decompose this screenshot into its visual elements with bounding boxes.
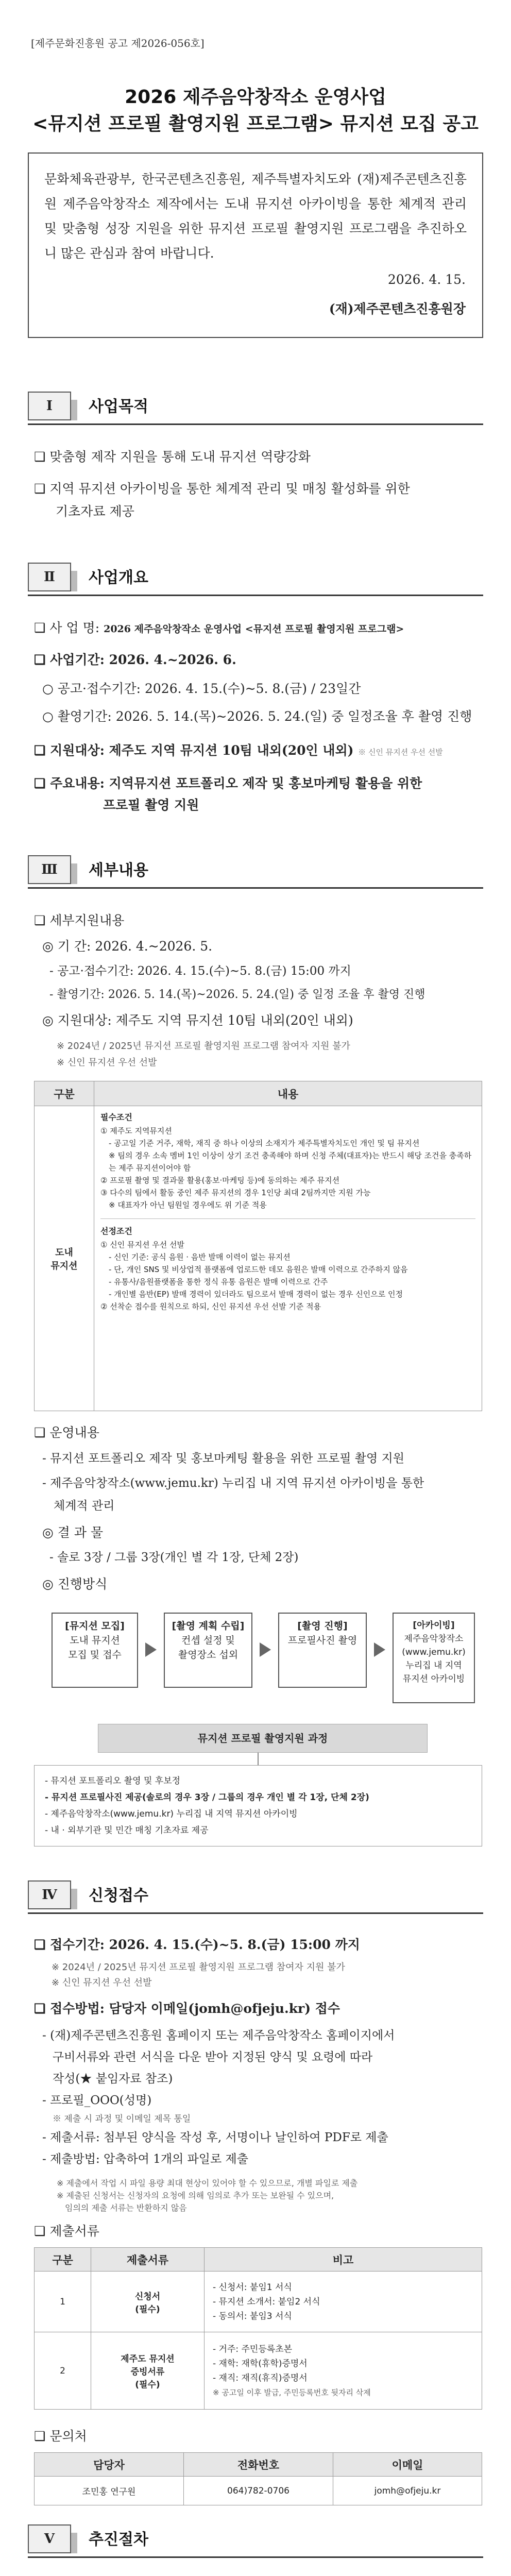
section-header-apply	[28, 1880, 483, 1914]
eligibility-item: ① 제주도 지역뮤지션	[100, 1126, 172, 1136]
overview-content-continued: 프로필 촬영 지원	[103, 798, 199, 812]
flow-step-plan	[164, 1613, 252, 1688]
overview-notice-period: ○ 공고·접수기간: 2026. 4. 15.(수)~5. 8.(금) / 23일간	[42, 681, 361, 696]
selection-item: - 개인별 음반(EP) 발매 경력이 있더라도 팀으로서 발매 경력이 없는 경우 신인으로 인정	[109, 1290, 403, 1299]
document-number: [제주문화진흥원 공고 제2026-056호]	[31, 37, 205, 49]
section-number: Ⅰ	[28, 392, 71, 420]
selection-item: - 유통사/음원플랫폼을 통한 정식 유통 음원은 발매 이력으로 간주	[109, 1277, 328, 1286]
result-item: - 솔로 3장 / 그룹 3장(개인 별 각 1장, 단체 2장)	[49, 1551, 299, 1564]
section-number: Ⅴ	[28, 2524, 71, 2553]
eligibility-item: ※ 팀의 경우 소속 멤버 1인 이상이 상기 조건 충족해야 하며 신청 주체(대표자)는 반드시 해당 조건을 충족하는 제주 뮤지션이어야 함	[109, 1151, 472, 1173]
intro-box	[28, 152, 483, 338]
eligibility-list	[100, 1125, 475, 1211]
table-row	[35, 2272, 482, 2332]
selection-item: - 단, 개인 SNS 및 비상업적 플랫폼에 업로드한 데모 음원은 발매 이력으로 간주하지 않음	[109, 1265, 408, 1274]
table-row-content	[94, 1106, 482, 1411]
detail-period: ◎ 기 간: 2026. 4.~2026. 5.	[42, 939, 213, 954]
result-heading: ◎ 결 과 물	[42, 1525, 104, 1540]
doc-note-line: - 동의서: 붙임3 서식	[213, 2311, 292, 2321]
intro-date: 2026. 4. 15.	[387, 272, 466, 287]
usage-item-continued: 체계적 관리	[54, 1499, 115, 1513]
table-cell-doc: 제주도 뮤지션 증빙서류 (필수)	[91, 2332, 205, 2410]
flow-heading: ◎ 진행방식	[42, 1577, 108, 1591]
section-divider	[28, 887, 483, 889]
apply-period-note: ※ 신인 뮤지션 우선 선발	[52, 1977, 152, 1988]
purpose-item: ❑ 맞춤형 제작 지원을 통해 도내 뮤지션 역량강화	[34, 449, 311, 464]
selection-item: ② 선착순 접수를 원칙으로 하되, 신인 뮤지션 우선 선발 기준 적용	[100, 1302, 321, 1311]
flow-step-text: 프로필사진 촬영	[287, 1635, 357, 1646]
overview-content: ❑ 주요내용: 지역뮤지션 포트폴리오 제작 및 홍보마케팅 활용을 위한	[34, 776, 422, 791]
section-title: 추진절차	[89, 2531, 148, 2549]
contact-email[interactable]: jomh@ofjeju.kr	[333, 2477, 482, 2505]
table-header: 비고	[205, 2248, 482, 2272]
section-divider	[28, 2556, 483, 2558]
overview-target-note: ※ 신인 뮤지션 우선 선발	[358, 748, 443, 757]
page-title: 2026 제주음악창작소 운영사업	[125, 87, 386, 108]
flow-step-text: 도내 뮤지션 모집 및 접수	[68, 1635, 122, 1660]
usage-item: - 뮤지션 포트폴리오 제작 및 홍보마케팅 활용을 위한 프로필 촬영 지원	[42, 1452, 404, 1465]
section-number: Ⅳ	[28, 1880, 71, 1909]
contact-phone: 064)782-0706	[184, 2477, 333, 2505]
eligibility-item: ※ 대표자가 아닌 팀원일 경우에도 위 기준 적용	[109, 1200, 267, 1210]
table-row	[35, 2332, 482, 2410]
process-item: - 내 · 외부기관 및 민간 매칭 기초자료 제공	[45, 1825, 209, 1836]
process-item: - 제주음악창작소(www.jemu.kr) 누리집 내 지역 뮤지션 아카이빙	[45, 1809, 298, 1819]
table-divider	[100, 1218, 475, 1219]
contact-person: 조민홍 연구원	[35, 2477, 184, 2505]
doc-note-line: - 재학: 재학(휴학)증명서	[213, 2358, 308, 2369]
selection-item: - 신인 기준: 공식 음원 · 음반 발매 이력이 없는 뮤지션	[109, 1252, 291, 1262]
section-title: 사업개요	[89, 569, 148, 587]
flow-step-archive	[393, 1613, 475, 1703]
apply-method-line: - 제출서류: 첨부된 양식을 작성 후, 서명이나 날인하여 PDF로 제출	[42, 2131, 388, 2144]
section-title: 사업목적	[89, 398, 148, 416]
overview-name-value: 2026 제주음악창작소 운영사업 <뮤지션 프로필 촬영지원 프로그램>	[104, 623, 404, 635]
table-row	[35, 2477, 482, 2505]
flow-step-tag: [촬영 진행]	[297, 1620, 348, 1632]
section-header-purpose	[28, 392, 483, 426]
apply-note: 임의의 제출 서류는 반환하지 않음	[65, 2203, 187, 2213]
detail-heading: ❑ 세부지원내용	[34, 913, 125, 928]
overview-target-text: ❑ 지원대상: 제주도 지역 뮤지션 10팀 내외(20인 내외)	[34, 743, 354, 758]
table-cell-no: 1	[35, 2272, 91, 2332]
detail-target: ◎ 지원대상: 제주도 지역 뮤지션 10팀 내외(20인 내외)	[42, 1013, 353, 1028]
contact-heading: ❑ 문의처	[34, 2429, 87, 2444]
table-cell-no: 2	[35, 2332, 91, 2410]
eligibility-item: ② 프로필 촬영 및 결과물 활용(홍보·마케팅 등)에 동의하는 제주 뮤지션	[100, 1176, 340, 1185]
table-header: 구분	[35, 2248, 91, 2272]
overview-target	[34, 741, 443, 762]
intro-organization: (재)제주콘텐츠진흥원장	[329, 301, 466, 316]
doc-note-line: - 재직: 재직(휴직)증명서	[213, 2372, 308, 2383]
section-number: Ⅲ	[28, 855, 71, 884]
apply-method: ❑ 접수방법: 담당자 이메일(jomh@ofjeju.kr) 접수	[34, 2001, 340, 2016]
process-item: - 뮤지션 포트폴리오 촬영 및 후보정	[45, 1776, 181, 1786]
detail-target-note: ※ 신인 뮤지션 우선 선발	[57, 1057, 157, 1068]
process-item: - 뮤지션 프로필사진 제공(솔로의 경우 3장 / 그룹의 경우 개인 별 각 1장, 단체 2장)	[45, 1792, 369, 1803]
flow-step-text: 컨셉 설정 및 촬영장소 섭외	[178, 1635, 239, 1660]
process-box	[34, 1765, 482, 1846]
process-connector	[258, 1753, 259, 1765]
table-header-category: 구분	[35, 1081, 94, 1106]
section-divider	[28, 423, 483, 425]
apply-method-line: - 제출방법: 압축하여 1개의 파일로 제출	[42, 2153, 248, 2166]
table-cell-doc: 신청서 (필수)	[91, 2272, 205, 2332]
table-header: 전화번호	[184, 2453, 333, 2477]
apply-method-line: - 프로필_OOO(성명)	[42, 2094, 152, 2107]
flow-step-tag: [뮤지션 모집]	[65, 1620, 125, 1632]
apply-method-line: 작성(★ 붙임자료 참조)	[53, 2072, 173, 2086]
flow-arrow-icon	[145, 1642, 157, 1657]
eligibility-item: ③ 다수의 팀에서 활동 중인 제주 뮤지션의 경우 1인당 최대 2팀까지만 지원 가능	[100, 1188, 371, 1197]
detail-shoot-period: - 촬영기간: 2026. 5. 14.(목)~2026. 5. 24.(일) 중 일정 조율 후 촬영 진행	[49, 988, 425, 1001]
apply-method-line: 구비서류와 관련 서식을 다운 받아 지정된 양식 및 요령에 따라	[53, 2050, 373, 2064]
contact-table	[34, 2452, 482, 2505]
apply-method-line: - (재)제주콘텐츠진흥원 홈페이지 또는 제주음악창작소 홈페이지에서	[42, 2029, 395, 2042]
detail-notice-period: - 공고·접수기간: 2026. 4. 15.(수)~5. 8.(금) 15:00 까지	[49, 964, 351, 978]
table-header: 담당자	[35, 2453, 184, 2477]
doc-note-line: - 신청서: 붙임1 서식	[213, 2282, 292, 2293]
selection-title: 선정조건	[100, 1226, 132, 1236]
overview-period: ❑ 사업기간: 2026. 4.~2026. 6.	[34, 652, 236, 667]
flow-step-tag: [촬영 계획 수립]	[172, 1620, 245, 1632]
usage-item: - 제주음악창작소(www.jemu.kr) 누리집 내 지역 뮤지션 아카이빙을 통한	[42, 1477, 424, 1490]
apply-note: ※ 제출된 신청서는 신청자의 요청에 의해 임의로 추가 또는 보완될 수 있으며,	[57, 2191, 334, 2200]
flow-arrow-icon	[374, 1642, 385, 1657]
flow-step-text: 제주음악창작소 (www.jemu.kr) 누리집 내 지역 뮤지션 아카이빙	[402, 1634, 466, 1684]
section-number: Ⅱ	[28, 563, 71, 591]
apply-notes	[57, 2177, 479, 2214]
table-row-category: 도내 뮤지션	[35, 1106, 94, 1411]
apply-period-note: ※ 2024년 / 2025년 뮤지션 프로필 촬영지원 프로그램 참여자 지원 불가	[52, 1962, 345, 1973]
documents-table	[34, 2247, 482, 2410]
table-cell-note	[205, 2332, 482, 2410]
table-header: 이메일	[333, 2453, 482, 2477]
docs-heading: ❑ 제출서류	[34, 2224, 99, 2239]
flow-step-recruit	[52, 1613, 138, 1688]
overview-shoot-period: ○ 촬영기간: 2026. 5. 14.(목)~2026. 5. 24.(일) 중 일정조율 후 촬영 진행	[42, 709, 472, 724]
apply-note: ※ 제출에서 작업 시 파일 용량 최대 현상이 있어야 할 수 있으므로, 개별 파일로 제출	[57, 2178, 358, 2188]
section-header-schedule	[28, 2524, 483, 2558]
doc-note-line: - 거주: 주민등록초본	[213, 2344, 293, 2354]
table-cell-note	[205, 2272, 482, 2332]
overview-project-name	[34, 618, 482, 639]
section-title: 신청접수	[89, 1887, 148, 1905]
usage-heading: ❑ 운영내용	[34, 1425, 99, 1440]
doc-note-line: ※ 공고일 이후 발급, 주민등록번호 뒷자리 삭제	[213, 2387, 371, 2397]
detail-target-note: ※ 2024년 / 2025년 뮤지션 프로필 촬영지원 프로그램 참여자 지원 불가	[57, 1041, 350, 1052]
purpose-item: ❑ 지역 뮤지션 아카이빙을 통한 체계적 관리 및 매칭 활성화를 위한	[34, 481, 410, 496]
eligibility-title: 필수조건	[100, 1112, 132, 1122]
section-title: 세부내용	[89, 861, 148, 879]
process-title: 뮤지션 프로필 촬영지원 과정	[98, 1724, 428, 1753]
intro-text: 문화체육관광부, 한국콘텐츠진흥원, 제주특별자치도와 (재)제주콘텐츠진흥원 제주음악창작소 제작에서는 도내 뮤지션 아카이빙을 통한 체계적 관리 및 맞춤형 성장 지원을 위한 뮤지션 프로필 촬영지원 프로그램을 추진하오니 많은 관심과 참여 바랍니다.	[44, 172, 467, 261]
apply-method-body	[42, 2025, 480, 2170]
section-divider	[28, 595, 483, 596]
flow-step-tag: [아카이빙]	[413, 1620, 455, 1631]
doc-note-line: - 뮤지션 소개서: 붙임2 서식	[213, 2296, 320, 2307]
apply-period: ❑ 접수기간: 2026. 4. 15.(수)~5. 8.(금) 15:00 까지	[34, 1937, 360, 1952]
eligibility-table	[34, 1081, 482, 1411]
section-header-overview	[28, 563, 483, 597]
eligibility-item: - 공고일 기준 거주, 재학, 재직 중 하나 이상의 소재지가 제주특별자치도인 개인 및 팀 뮤지션	[109, 1139, 420, 1148]
selection-item: ① 신인 뮤지션 우선 선발	[100, 1240, 184, 1249]
flow-arrow-icon	[260, 1642, 271, 1657]
apply-method-note: ※ 제출 시 과정 및 이메일 제목 통일	[53, 2114, 191, 2124]
section-header-detail	[28, 855, 483, 889]
purpose-item-continued: 기초자료 제공	[56, 504, 134, 519]
selection-list	[100, 1239, 475, 1313]
flow-step-shoot	[278, 1613, 367, 1688]
table-header-content: 내용	[94, 1081, 482, 1106]
section-divider	[28, 1912, 483, 1914]
overview-name-label: ❑ 사 업 명:	[34, 620, 100, 635]
table-header: 제출서류	[91, 2248, 205, 2272]
page-subtitle: <뮤지션 프로필 촬영지원 프로그램> 뮤지션 모집 공고	[32, 113, 479, 134]
